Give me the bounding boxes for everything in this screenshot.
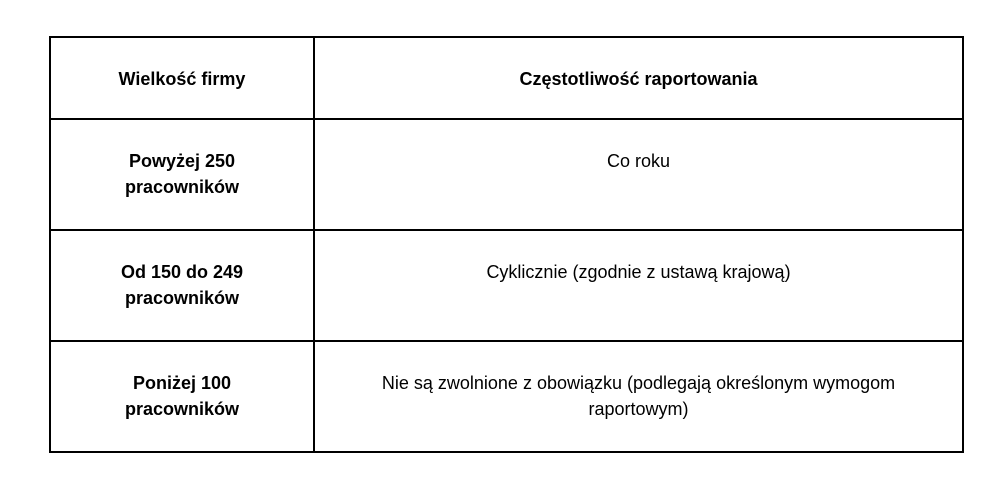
table-header [50, 37, 963, 119]
table-body [50, 119, 963, 452]
table-row [50, 230, 963, 341]
reporting-frequency-cell: Cyklicznie (zgodnie z ustawą krajową) [314, 230, 963, 341]
column-header-reporting-frequency: Częstotliwość raportowania [314, 37, 963, 119]
company-size-cell: Poniżej 100 pracowników [50, 341, 314, 452]
company-size-cell: Od 150 do 249 pracowników [50, 230, 314, 341]
reporting-frequency-cell: Nie są zwolnione z obowiązku (podlegają określonym wymogom raportowym) [314, 341, 963, 452]
table-row [50, 341, 963, 452]
reporting-table [49, 36, 964, 453]
company-size-cell: Powyżej 250 pracowników [50, 119, 314, 230]
header-row [50, 37, 963, 119]
column-header-company-size: Wielkość firmy [50, 37, 314, 119]
reporting-frequency-cell: Co roku [314, 119, 963, 230]
table-row [50, 119, 963, 230]
